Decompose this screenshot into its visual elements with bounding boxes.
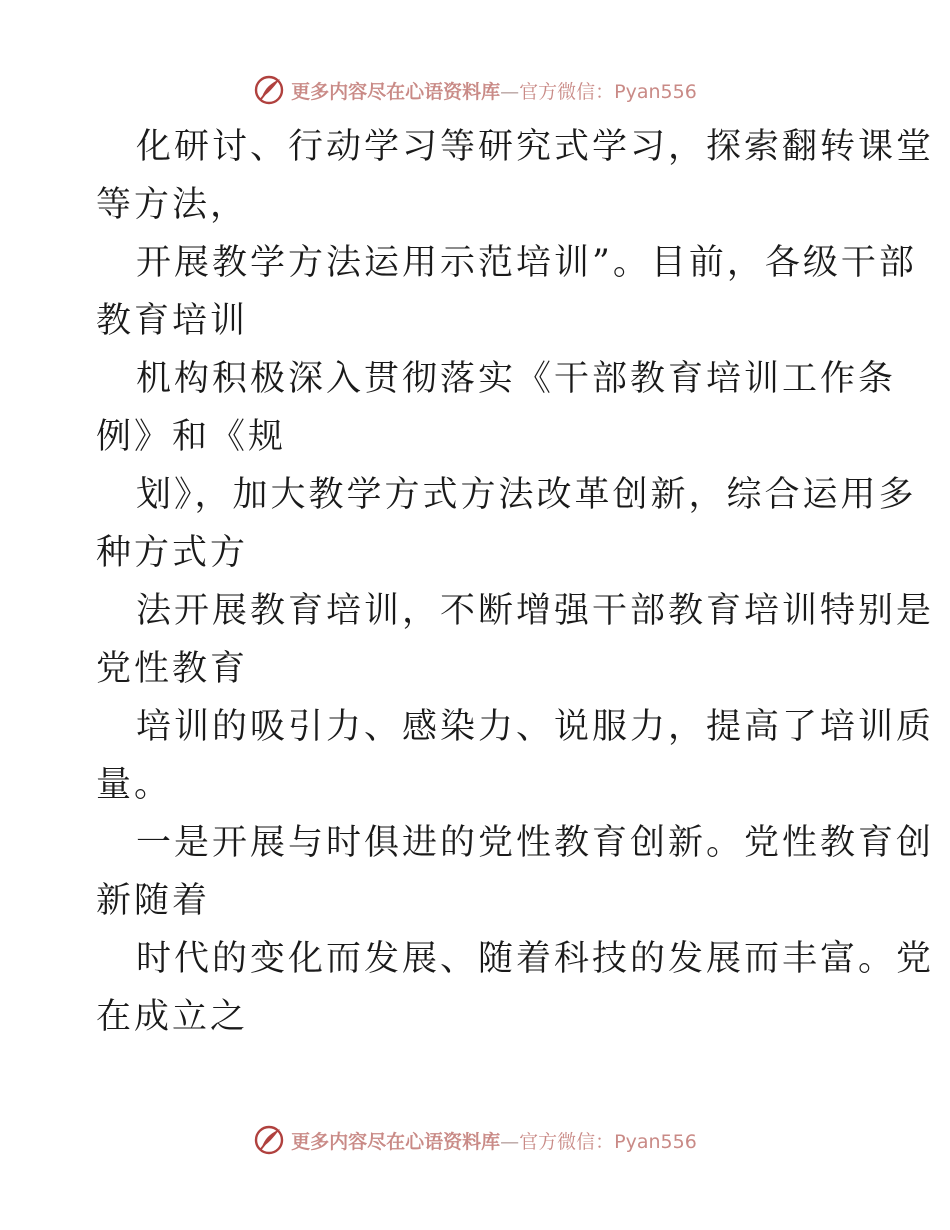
quill-logo-icon <box>253 74 285 106</box>
body-line: 在成立之 <box>96 997 249 1037</box>
body-line: 例》和《规 <box>96 417 287 457</box>
footer-banner <box>0 1118 950 1162</box>
body-line: 量。 <box>96 765 173 805</box>
footer-banner-text <box>291 1127 697 1154</box>
footer-separator: — <box>500 1130 520 1153</box>
body-line: 新随着 <box>96 881 211 921</box>
body-line: 化研讨、行动学习等研究式学习，探索翻转课堂 <box>136 127 935 167</box>
footer-contact-text: 官方微信：Pyan556 <box>519 1130 697 1153</box>
header-banner <box>0 68 950 112</box>
body-line: 时代的变化而发展、随着科技的发展而丰富。党 <box>136 939 935 979</box>
body-line: 法开展教育培训，不断增强干部教育培训特别是 <box>136 591 935 631</box>
body-line: 党性教育 <box>96 649 249 689</box>
body-line: 教育培训 <box>96 301 249 341</box>
body-line: 机构积极深入贯彻落实《干部教育培训工作条 <box>136 359 897 399</box>
body-line: 等方法， <box>96 185 249 225</box>
footer-site-text: 更多内容尽在心语资料库 <box>291 1130 501 1153</box>
body-line: 划》，加大教学方式方法改革创新，综合运用多 <box>136 475 917 515</box>
body-line: 一是开展与时俱进的党性教育创新。党性教育创 <box>136 823 935 863</box>
body-line: 培训的吸引力、感染力、说服力，提高了培训质 <box>136 707 935 747</box>
header-banner-text <box>291 77 697 104</box>
body-line: 种方式方 <box>96 533 249 573</box>
document-body <box>96 118 935 1046</box>
header-site-text: 更多内容尽在心语资料库 <box>291 80 501 103</box>
body-line: 开展教学方法运用示范培训”。目前，各级干部 <box>136 243 917 283</box>
quill-logo-icon <box>253 1124 285 1156</box>
header-contact-text: 官方微信：Pyan556 <box>519 80 697 103</box>
header-separator: — <box>500 80 520 103</box>
